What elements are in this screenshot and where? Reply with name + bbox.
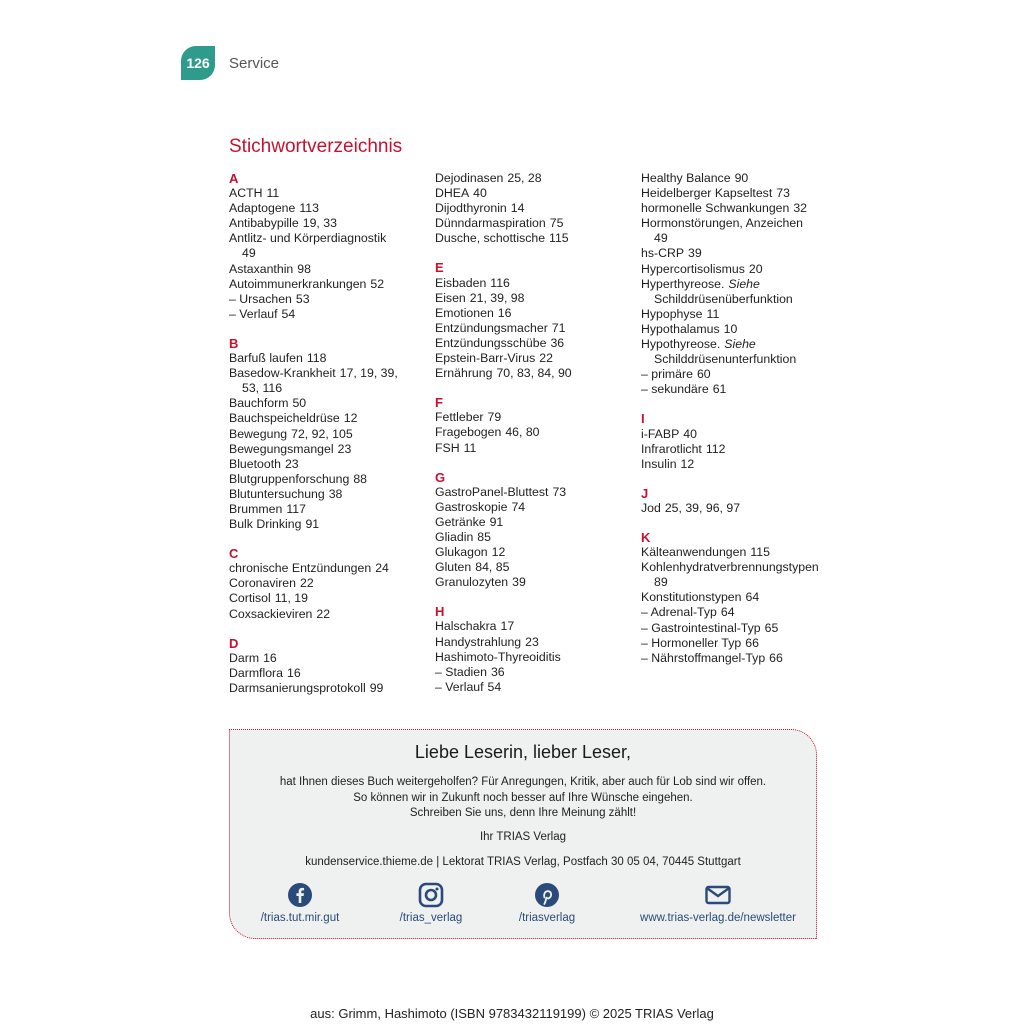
entry-term: hormonelle Schwankungen xyxy=(641,201,790,216)
entry-term: Dejodinasen xyxy=(435,171,504,185)
index-entry xyxy=(229,561,429,576)
entry-pages: 36 xyxy=(490,664,505,679)
entry-term: Entzündungsschübe xyxy=(435,335,547,350)
index-entry xyxy=(229,411,429,426)
entry-term: Dünndarmaspiration xyxy=(435,216,546,231)
index-group xyxy=(229,171,429,322)
entry-see-reference: Siehe xyxy=(724,337,756,352)
index-group xyxy=(435,470,635,591)
entry-pages: 36 xyxy=(550,335,565,350)
index-entry xyxy=(641,651,831,666)
feedback-body xyxy=(230,775,816,822)
index-entry xyxy=(641,457,831,472)
entry-term: Dijodthyronin xyxy=(435,201,507,216)
index-column-2 xyxy=(435,171,635,709)
entry-pages: 22 xyxy=(300,576,314,591)
entry-term: Brummen xyxy=(229,501,283,516)
index-entry xyxy=(641,171,831,186)
entry-pages: 85 xyxy=(477,529,491,544)
entry-term: Fettleber xyxy=(435,410,484,425)
social-link-instagram[interactable] xyxy=(381,882,481,924)
entry-pages: 70, 83, 84, 90 xyxy=(496,366,572,381)
index-entry xyxy=(229,442,429,457)
index-entry xyxy=(229,517,429,532)
feedback-contact: kundenservice.thieme.de | Lektorat TRIAS Verlag, Postfach 30 05 04, 70445 Stuttgart xyxy=(305,856,741,868)
entry-term: Kohlenhydratverbrennungstypen xyxy=(641,560,819,575)
entry-term: Infrarotlicht xyxy=(641,441,702,456)
entry-term: Heidelberger Kapseltest xyxy=(641,186,773,201)
entry-term: Gluten xyxy=(435,560,472,575)
entry-pages: 23 xyxy=(284,456,299,471)
entry-term: hs-CRP xyxy=(641,246,685,261)
entry-term: – Gastrointestinal-Typ xyxy=(641,620,761,635)
mail-icon xyxy=(704,882,732,908)
feedback-body-line: So können wir in Zukunft noch besser auf Ihre Wünsche eingehen. xyxy=(353,791,693,804)
index-group xyxy=(229,546,429,621)
entry-pages: 16 xyxy=(497,305,512,320)
entry-pages: 64 xyxy=(720,605,735,620)
index-letter: K xyxy=(641,529,651,545)
feedback-box xyxy=(229,729,817,939)
index-entry xyxy=(641,590,831,605)
index-entry xyxy=(229,307,429,322)
entry-pages: 91 xyxy=(305,517,320,532)
entry-term: FSH xyxy=(435,440,460,455)
index-entry xyxy=(435,291,635,306)
entry-term: Handystrahlung xyxy=(435,634,522,649)
index-entry xyxy=(435,635,635,650)
entry-term: Blutgruppenforschung xyxy=(229,471,350,486)
entry-term: Hypophyse xyxy=(641,306,703,321)
entry-pages: 84, 85 xyxy=(475,560,510,575)
entry-term: Gastroskopie xyxy=(435,499,508,514)
index-letter: B xyxy=(229,335,239,351)
entry-term: Adaptogene xyxy=(229,201,296,216)
entry-term: – Verlauf xyxy=(229,306,278,321)
entry-pages: 65 xyxy=(764,620,779,635)
social-links xyxy=(230,882,816,932)
index-entry xyxy=(641,262,831,277)
entry-pages: 11 xyxy=(706,306,720,321)
index-entry xyxy=(435,650,635,665)
index-entry xyxy=(435,306,635,321)
entry-term: Bluetooth xyxy=(229,456,281,471)
index-entry xyxy=(641,337,831,367)
index-entry xyxy=(435,216,635,231)
entry-term: ACTH xyxy=(229,186,263,201)
index-entry xyxy=(641,322,831,337)
pinterest-icon xyxy=(534,882,560,908)
entry-pages: 99 xyxy=(369,680,384,695)
entry-term: – Ursachen xyxy=(229,291,292,306)
page-header xyxy=(181,46,279,80)
index-entry xyxy=(641,382,831,397)
feedback-heading: Liebe Leserin, lieber Leser, xyxy=(414,742,632,762)
entry-term: – Adrenal-Typ xyxy=(641,605,717,620)
entry-pages: 11 xyxy=(266,186,280,201)
index-entry xyxy=(435,336,635,351)
entry-pages: 14 xyxy=(510,201,525,216)
entry-term: Getränke xyxy=(435,514,486,529)
index-entry xyxy=(229,666,429,681)
entry-pages: 39 xyxy=(688,246,702,261)
index-entry xyxy=(229,231,429,261)
index-entry xyxy=(641,367,831,382)
entry-term: – Nährstoffmangel-Typ xyxy=(641,650,766,665)
entry-term: Jod xyxy=(641,500,661,515)
entry-term: DHEA xyxy=(435,186,470,201)
entry-pages: 23 xyxy=(337,441,352,456)
index-letter: J xyxy=(641,485,649,501)
entry-pages: 88 xyxy=(353,471,368,486)
entry-pages: 75 xyxy=(549,216,564,231)
entry-term: – Verlauf xyxy=(435,679,484,694)
entry-term: Emotionen xyxy=(435,305,494,320)
entry-term: Entzündungsmacher xyxy=(435,320,548,335)
entry-pages: 16 xyxy=(263,650,277,665)
index-letter: H xyxy=(435,604,445,620)
entry-term: Hyperthyreose. xyxy=(641,276,725,291)
index-entry xyxy=(435,321,635,336)
entry-term: Hormonstörungen, Anzeichen xyxy=(641,216,804,231)
entry-term: Coronaviren xyxy=(229,576,296,591)
index-entry xyxy=(435,575,635,590)
entry-pages: 40 xyxy=(473,186,487,201)
index-entry xyxy=(229,201,429,216)
entry-pages: 19, 33 xyxy=(302,216,337,231)
instagram-icon xyxy=(418,882,444,908)
social-label: /trias.tut.mir.gut xyxy=(260,912,340,924)
index-entry xyxy=(229,427,429,442)
entry-pages: 21, 39, 98 xyxy=(469,290,525,305)
index-entry xyxy=(229,262,429,277)
index-entry xyxy=(229,487,429,502)
entry-term: Healthy Balance xyxy=(641,171,731,185)
entry-pages: 74 xyxy=(511,499,526,514)
entry-pages: 64 xyxy=(745,590,760,605)
entry-pages: 16 xyxy=(286,665,301,680)
index-entry xyxy=(641,560,831,590)
entry-continuation: Schilddrüsenunterfunktion xyxy=(654,352,797,367)
entry-term: Coxsackieviren xyxy=(229,606,313,621)
index-group xyxy=(641,530,831,666)
index-entry xyxy=(435,560,635,575)
index-entry xyxy=(229,591,429,606)
index-entry xyxy=(641,501,831,516)
index-entry xyxy=(435,619,635,634)
index-entry xyxy=(435,530,635,545)
entry-term: Hypothalamus xyxy=(641,321,720,336)
entry-pages: 12 xyxy=(491,545,506,560)
social-link-pinterest[interactable] xyxy=(497,882,597,924)
index-entry xyxy=(641,442,831,457)
index-entry xyxy=(229,576,429,591)
entry-pages: 12 xyxy=(680,456,695,471)
entry-term: Astaxanthin xyxy=(229,261,294,276)
index-letter: E xyxy=(435,260,444,276)
entry-pages: 39 xyxy=(512,575,526,590)
entry-pages: 117 xyxy=(286,501,306,516)
facebook-icon xyxy=(287,882,313,908)
index-entry xyxy=(641,216,831,246)
social-label: /triasverlag xyxy=(518,912,576,924)
entry-pages: 112 xyxy=(705,441,726,456)
entry-pages: 79 xyxy=(487,410,502,425)
entry-term: – primäre xyxy=(641,367,693,382)
index-letter: A xyxy=(229,171,239,186)
entry-continuation: 53, 116 xyxy=(242,381,283,396)
index-group xyxy=(641,411,831,471)
entry-term: Halschakra xyxy=(435,619,497,634)
index-letter: I xyxy=(641,411,645,427)
index-group xyxy=(641,171,831,397)
index-entry xyxy=(229,351,429,366)
index-entry xyxy=(641,201,831,216)
entry-term: Epstein-Barr-Virus xyxy=(435,351,536,366)
index-entry xyxy=(641,636,831,651)
entry-pages: 115 xyxy=(750,545,770,560)
index-entry xyxy=(435,680,635,695)
index-entry xyxy=(435,366,635,381)
index-letter: D xyxy=(229,635,239,651)
index-entry xyxy=(435,410,635,425)
entry-pages: 38 xyxy=(328,486,343,501)
page-footer: aus: Grimm, Hashimoto (ISBN 9783432119199) © 2025 TRIAS Verlag xyxy=(310,1006,714,1021)
entry-term: Ernährung xyxy=(435,366,493,381)
index-letter: G xyxy=(435,469,446,485)
index-entry xyxy=(641,427,831,442)
entry-term: Darmsanierungsprotokoll xyxy=(229,680,366,695)
entry-pages: 40 xyxy=(683,426,697,441)
index-entry xyxy=(435,441,635,456)
entry-term: Konstitutionstypen xyxy=(641,590,742,605)
index-group xyxy=(435,260,635,381)
index-group xyxy=(435,395,635,455)
index-entry xyxy=(229,681,429,696)
entry-term: – Stadien xyxy=(435,664,487,679)
index-group xyxy=(229,636,429,696)
entry-pages: 118 xyxy=(306,351,327,366)
index-group xyxy=(229,336,429,532)
entry-pages: 50 xyxy=(292,396,307,411)
entry-pages: 24 xyxy=(375,561,389,576)
index-entry xyxy=(229,457,429,472)
social-label: /trias_verlag xyxy=(399,912,463,924)
entry-pages: 73 xyxy=(776,186,790,201)
index-entry xyxy=(435,231,635,246)
entry-pages: 98 xyxy=(297,261,311,276)
entry-term: Hypothyreose. xyxy=(641,337,721,352)
entry-pages: 17, 19, 39, xyxy=(339,366,398,381)
index-letter: F xyxy=(435,395,443,411)
entry-term: Glukagon xyxy=(435,545,488,560)
entry-term: Kälteanwendungen xyxy=(641,545,747,560)
entry-term: – Hormoneller Typ xyxy=(641,635,742,650)
index-entry xyxy=(435,171,635,186)
entry-pages: 113 xyxy=(299,201,319,216)
social-link-newsletter[interactable] xyxy=(618,882,818,924)
entry-pages: 25, 39, 96, 97 xyxy=(664,500,741,515)
entry-see-reference: Siehe xyxy=(728,276,760,291)
entry-term: Fragebogen xyxy=(435,425,502,440)
index-group xyxy=(435,171,635,246)
entry-term: Blutuntersuchung xyxy=(229,486,325,501)
index-entry xyxy=(435,186,635,201)
entry-term: Eisen xyxy=(435,290,466,305)
entry-pages: 66 xyxy=(745,635,759,650)
entry-pages: 12 xyxy=(343,411,358,426)
entry-pages: 71 xyxy=(551,320,566,335)
feedback-body-line: hat Ihnen dieses Buch weitergeholfen? Für Anregungen, Kritik, aber auch für Lob sind wir offen. xyxy=(279,776,767,788)
entry-term: – sekundäre xyxy=(641,382,709,397)
entry-term: Bulk Drinking xyxy=(229,517,302,532)
entry-term: Barfuß laufen xyxy=(229,351,303,366)
entry-pages: 73 xyxy=(552,484,567,499)
entry-pages: 116 xyxy=(490,275,510,290)
entry-pages: 60 xyxy=(696,367,711,382)
index-entry xyxy=(641,621,831,636)
entry-pages: 10 xyxy=(723,321,738,336)
entry-pages: 22 xyxy=(316,606,331,621)
index-letter: C xyxy=(229,546,239,562)
entry-term: chronische Entzündungen xyxy=(229,561,372,576)
index-entry xyxy=(229,502,429,517)
index-entry xyxy=(641,307,831,322)
entry-term: Gliadin xyxy=(435,529,474,544)
entry-term: Dusche, schottische xyxy=(435,231,546,246)
index-entry xyxy=(641,246,831,261)
entry-term: Autoimmunerkrankungen xyxy=(229,276,367,291)
index-entry xyxy=(435,500,635,515)
index-entry xyxy=(641,545,831,560)
feedback-body-line: Schreiben Sie uns, denn Ihre Meinung zählt! xyxy=(409,807,637,819)
entry-pages: 20 xyxy=(748,261,763,276)
entry-pages: 61 xyxy=(712,382,727,397)
entry-pages: 54 xyxy=(281,306,296,321)
entry-continuation: 89 xyxy=(654,575,668,590)
entry-term: Eisbaden xyxy=(435,275,487,290)
entry-term: Bauchspeicheldrüse xyxy=(229,411,340,426)
entry-pages: 54 xyxy=(487,679,502,694)
index-entry xyxy=(641,277,831,307)
entry-pages: 17 xyxy=(500,619,515,634)
entry-continuation: 49 xyxy=(242,246,256,261)
feedback-signature: Ihr TRIAS Verlag xyxy=(479,830,567,843)
index-entry xyxy=(229,292,429,307)
index-entry xyxy=(435,515,635,530)
entry-pages: 11 xyxy=(463,440,477,455)
entry-term: Cortisol xyxy=(229,591,271,606)
index-entry xyxy=(641,186,831,201)
page-number-badge: 126 xyxy=(181,46,215,80)
entry-term: Granulozyten xyxy=(435,575,509,590)
index-column-1 xyxy=(229,171,429,710)
index-entry xyxy=(435,351,635,366)
entry-pages: 90 xyxy=(734,171,749,185)
index-entry xyxy=(229,651,429,666)
index-entry xyxy=(435,201,635,216)
entry-term: Antibabypille xyxy=(229,216,299,231)
section-label: Service xyxy=(229,54,280,72)
entry-term: Bewegungsmangel xyxy=(229,441,334,456)
social-link-facebook[interactable] xyxy=(250,882,350,924)
index-entry xyxy=(435,425,635,440)
entry-pages: 25, 28 xyxy=(507,171,542,185)
entry-pages: 32 xyxy=(793,201,808,216)
entry-term: Hashimoto-Thyreoiditis xyxy=(435,649,561,664)
index-entry xyxy=(435,665,635,680)
entry-continuation: 49 xyxy=(654,231,668,246)
entry-pages: 46, 80 xyxy=(505,425,540,440)
index-entry xyxy=(229,472,429,487)
entry-pages: 66 xyxy=(769,650,783,665)
entry-pages: 11, 19 xyxy=(274,591,308,606)
entry-pages: 22 xyxy=(539,351,553,366)
entry-term: Darm xyxy=(229,650,260,665)
index-entry xyxy=(229,396,429,411)
index-entry xyxy=(229,216,429,231)
index-entry xyxy=(641,605,831,620)
entry-term: Bauchform xyxy=(229,396,289,411)
index-entry xyxy=(229,186,429,201)
entry-pages: 91 xyxy=(489,514,504,529)
index-entry xyxy=(435,485,635,500)
entry-term: Darmflora xyxy=(229,665,283,680)
index-column-3 xyxy=(641,171,831,680)
entry-term: GastroPanel-Bluttest xyxy=(435,484,549,499)
index-title: Stichwortverzeichnis xyxy=(229,136,403,157)
entry-term: Insulin xyxy=(641,456,677,471)
index-group xyxy=(435,604,635,695)
index-entry xyxy=(435,276,635,291)
social-label: www.trias-verlag.de/newsletter xyxy=(640,912,796,924)
entry-pages: 72, 92, 105 xyxy=(291,426,353,441)
index-group xyxy=(641,486,831,516)
index-entry xyxy=(229,277,429,292)
entry-term: Bewegung xyxy=(229,426,288,441)
entry-term: Antlitz- und Körperdiagnostik xyxy=(229,231,387,246)
entry-term: Hypercortisolismus xyxy=(641,261,745,276)
entry-pages: 23 xyxy=(525,634,539,649)
index-entry xyxy=(435,545,635,560)
entry-term: i-FABP xyxy=(641,426,680,441)
entry-continuation: Schilddrüsenüberfunktion xyxy=(654,291,793,306)
index-entry xyxy=(229,366,429,396)
entry-pages: 115 xyxy=(549,231,569,246)
index-entry xyxy=(229,607,429,622)
entry-term: Basedow-Krankheit xyxy=(229,366,336,381)
entry-pages: 53 xyxy=(295,291,310,306)
entry-pages: 52 xyxy=(370,276,385,291)
